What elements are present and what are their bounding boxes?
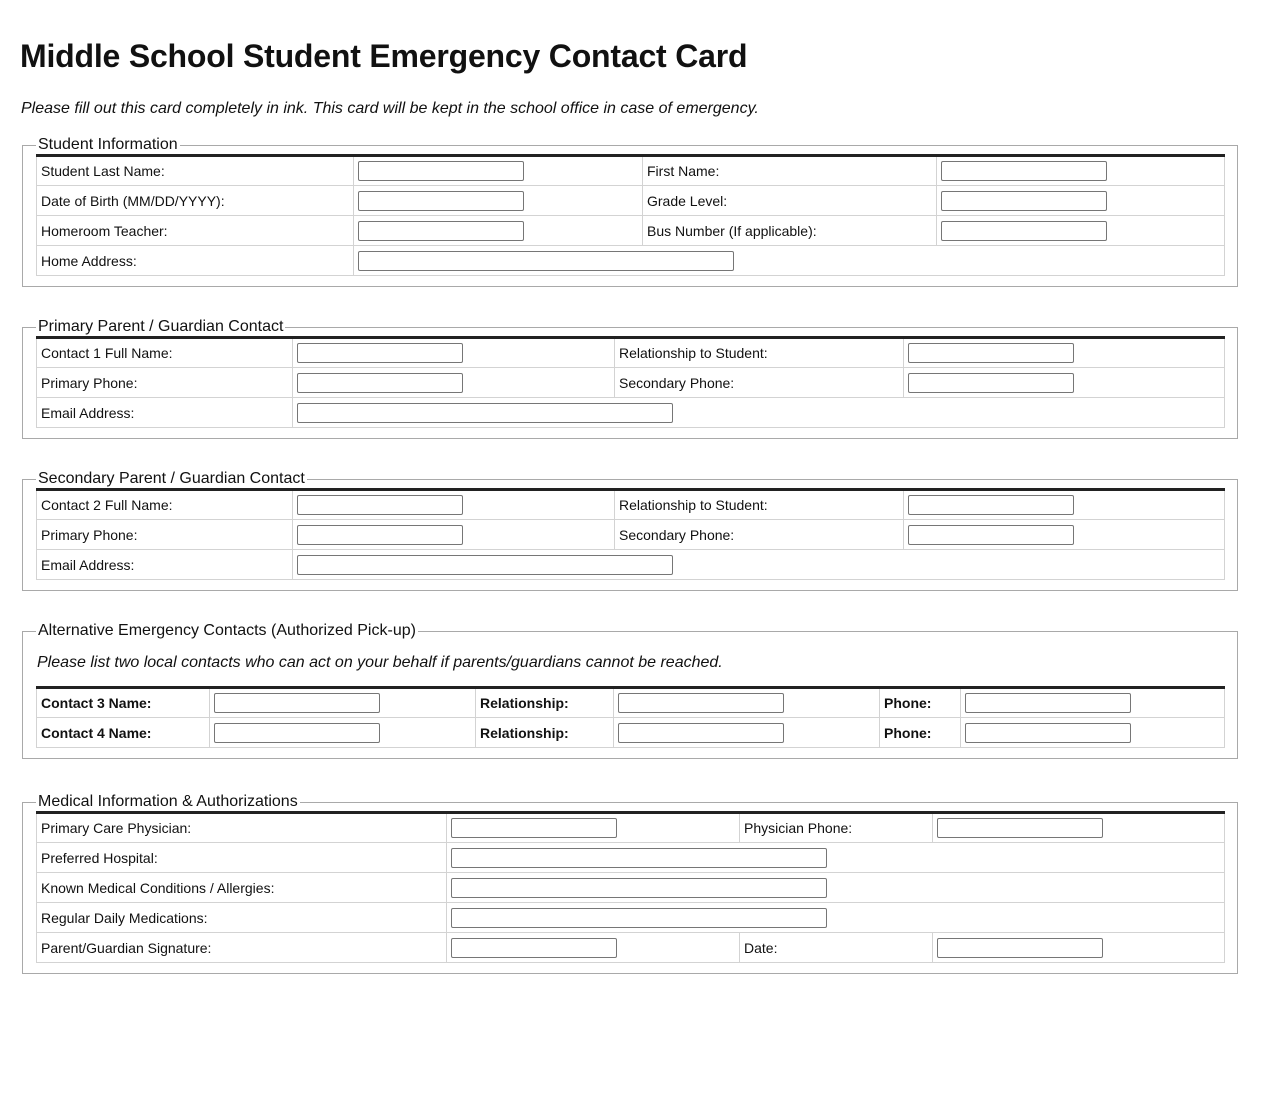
table-row bbox=[37, 903, 1225, 933]
table-row bbox=[37, 338, 1225, 368]
table-row bbox=[37, 873, 1225, 903]
contact2-primary-phone-input[interactable] bbox=[297, 525, 463, 545]
student-information-section bbox=[22, 136, 1238, 287]
contact1-secondary-phone-label: Secondary Phone: bbox=[615, 368, 904, 398]
dob-input[interactable] bbox=[358, 191, 524, 211]
medical-information-section bbox=[22, 793, 1238, 974]
bus-number-label: Bus Number (If applicable): bbox=[643, 216, 937, 246]
contact3-phone-label: Phone: bbox=[880, 688, 961, 718]
alternative-contacts-note: Please list two local contacts who can act on your behalf if parents/guardians cannot be reached. bbox=[37, 654, 723, 671]
medical-information-table bbox=[36, 811, 1225, 963]
homeroom-teacher-label: Homeroom Teacher: bbox=[37, 216, 354, 246]
date-input[interactable] bbox=[937, 938, 1103, 958]
physician-input[interactable] bbox=[451, 818, 617, 838]
alternative-contacts-section bbox=[22, 622, 1238, 759]
contact4-name-label: Contact 4 Name: bbox=[37, 718, 210, 748]
secondary-guardian-table bbox=[36, 488, 1225, 580]
contact4-phone-input[interactable] bbox=[965, 723, 1131, 743]
table-row bbox=[37, 490, 1225, 520]
intro-text: Please fill out this card completely in ink. This card will be kept in the school office in case of emergency. bbox=[21, 100, 759, 117]
contact2-relationship-input[interactable] bbox=[908, 495, 1074, 515]
medications-input[interactable] bbox=[451, 908, 827, 928]
contact3-relationship-label: Relationship: bbox=[476, 688, 614, 718]
contact1-relationship-input[interactable] bbox=[908, 343, 1074, 363]
homeroom-teacher-input[interactable] bbox=[358, 221, 524, 241]
contact4-name-input[interactable] bbox=[214, 723, 380, 743]
contact2-primary-phone-label: Primary Phone: bbox=[37, 520, 293, 550]
contact1-primary-phone-label: Primary Phone: bbox=[37, 368, 293, 398]
physician-phone-input[interactable] bbox=[937, 818, 1103, 838]
table-row bbox=[37, 813, 1225, 843]
first-name-input[interactable] bbox=[941, 161, 1107, 181]
table-row bbox=[37, 368, 1225, 398]
contact3-name-input[interactable] bbox=[214, 693, 380, 713]
contact1-name-label: Contact 1 Full Name: bbox=[37, 338, 293, 368]
contact3-phone-input[interactable] bbox=[965, 693, 1131, 713]
student-information-table bbox=[36, 154, 1225, 276]
contact3-name-label: Contact 3 Name: bbox=[37, 688, 210, 718]
date-label: Date: bbox=[740, 933, 933, 963]
section-legend: Primary Parent / Guardian Contact bbox=[38, 318, 284, 335]
dob-label: Date of Birth (MM/DD/YYYY): bbox=[37, 186, 354, 216]
contact1-secondary-phone-input[interactable] bbox=[908, 373, 1074, 393]
table-row bbox=[37, 398, 1225, 428]
student-last-name-input[interactable] bbox=[358, 161, 524, 181]
primary-guardian-table bbox=[36, 336, 1225, 428]
contact1-primary-phone-input[interactable] bbox=[297, 373, 463, 393]
contact4-phone-label: Phone: bbox=[880, 718, 961, 748]
contact4-relationship-label: Relationship: bbox=[476, 718, 614, 748]
student-last-name-label: Student Last Name: bbox=[37, 156, 354, 186]
table-row bbox=[37, 843, 1225, 873]
page-title: Middle School Student Emergency Contact Card bbox=[20, 38, 748, 74]
contact2-secondary-phone-input[interactable] bbox=[908, 525, 1074, 545]
signature-label: Parent/Guardian Signature: bbox=[37, 933, 447, 963]
physician-label: Primary Care Physician: bbox=[37, 813, 447, 843]
grade-level-input[interactable] bbox=[941, 191, 1107, 211]
table-row bbox=[37, 156, 1225, 186]
home-address-label: Home Address: bbox=[37, 246, 354, 276]
hospital-input[interactable] bbox=[451, 848, 827, 868]
contact2-relationship-label: Relationship to Student: bbox=[615, 490, 904, 520]
table-row bbox=[37, 186, 1225, 216]
alternative-contacts-table bbox=[36, 686, 1225, 748]
contact1-name-input[interactable] bbox=[297, 343, 463, 363]
contact2-secondary-phone-label: Secondary Phone: bbox=[615, 520, 904, 550]
contact3-relationship-input[interactable] bbox=[618, 693, 784, 713]
medical-conditions-label: Known Medical Conditions / Allergies: bbox=[37, 873, 447, 903]
section-legend: Secondary Parent / Guardian Contact bbox=[38, 470, 305, 487]
primary-guardian-section bbox=[22, 318, 1238, 439]
contact4-relationship-input[interactable] bbox=[618, 723, 784, 743]
bus-number-input[interactable] bbox=[941, 221, 1107, 241]
medications-label: Regular Daily Medications: bbox=[37, 903, 447, 933]
contact1-relationship-label: Relationship to Student: bbox=[615, 338, 904, 368]
section-legend: Medical Information & Authorizations bbox=[38, 793, 298, 810]
grade-level-label: Grade Level: bbox=[643, 186, 937, 216]
table-row bbox=[37, 550, 1225, 580]
table-row bbox=[37, 718, 1225, 748]
table-row bbox=[37, 216, 1225, 246]
contact2-email-label: Email Address: bbox=[37, 550, 293, 580]
contact2-name-label: Contact 2 Full Name: bbox=[37, 490, 293, 520]
home-address-input[interactable] bbox=[358, 251, 734, 271]
section-legend: Alternative Emergency Contacts (Authorized Pick-up) bbox=[38, 622, 416, 639]
table-row bbox=[37, 246, 1225, 276]
contact1-email-label: Email Address: bbox=[37, 398, 293, 428]
table-row bbox=[37, 520, 1225, 550]
physician-phone-label: Physician Phone: bbox=[740, 813, 933, 843]
secondary-guardian-section bbox=[22, 470, 1238, 591]
signature-input[interactable] bbox=[451, 938, 617, 958]
hospital-label: Preferred Hospital: bbox=[37, 843, 447, 873]
contact2-name-input[interactable] bbox=[297, 495, 463, 515]
table-row bbox=[37, 933, 1225, 963]
medical-conditions-input[interactable] bbox=[451, 878, 827, 898]
section-legend: Student Information bbox=[38, 136, 178, 153]
first-name-label: First Name: bbox=[643, 156, 937, 186]
table-row bbox=[37, 688, 1225, 718]
contact2-email-input[interactable] bbox=[297, 555, 673, 575]
contact1-email-input[interactable] bbox=[297, 403, 673, 423]
